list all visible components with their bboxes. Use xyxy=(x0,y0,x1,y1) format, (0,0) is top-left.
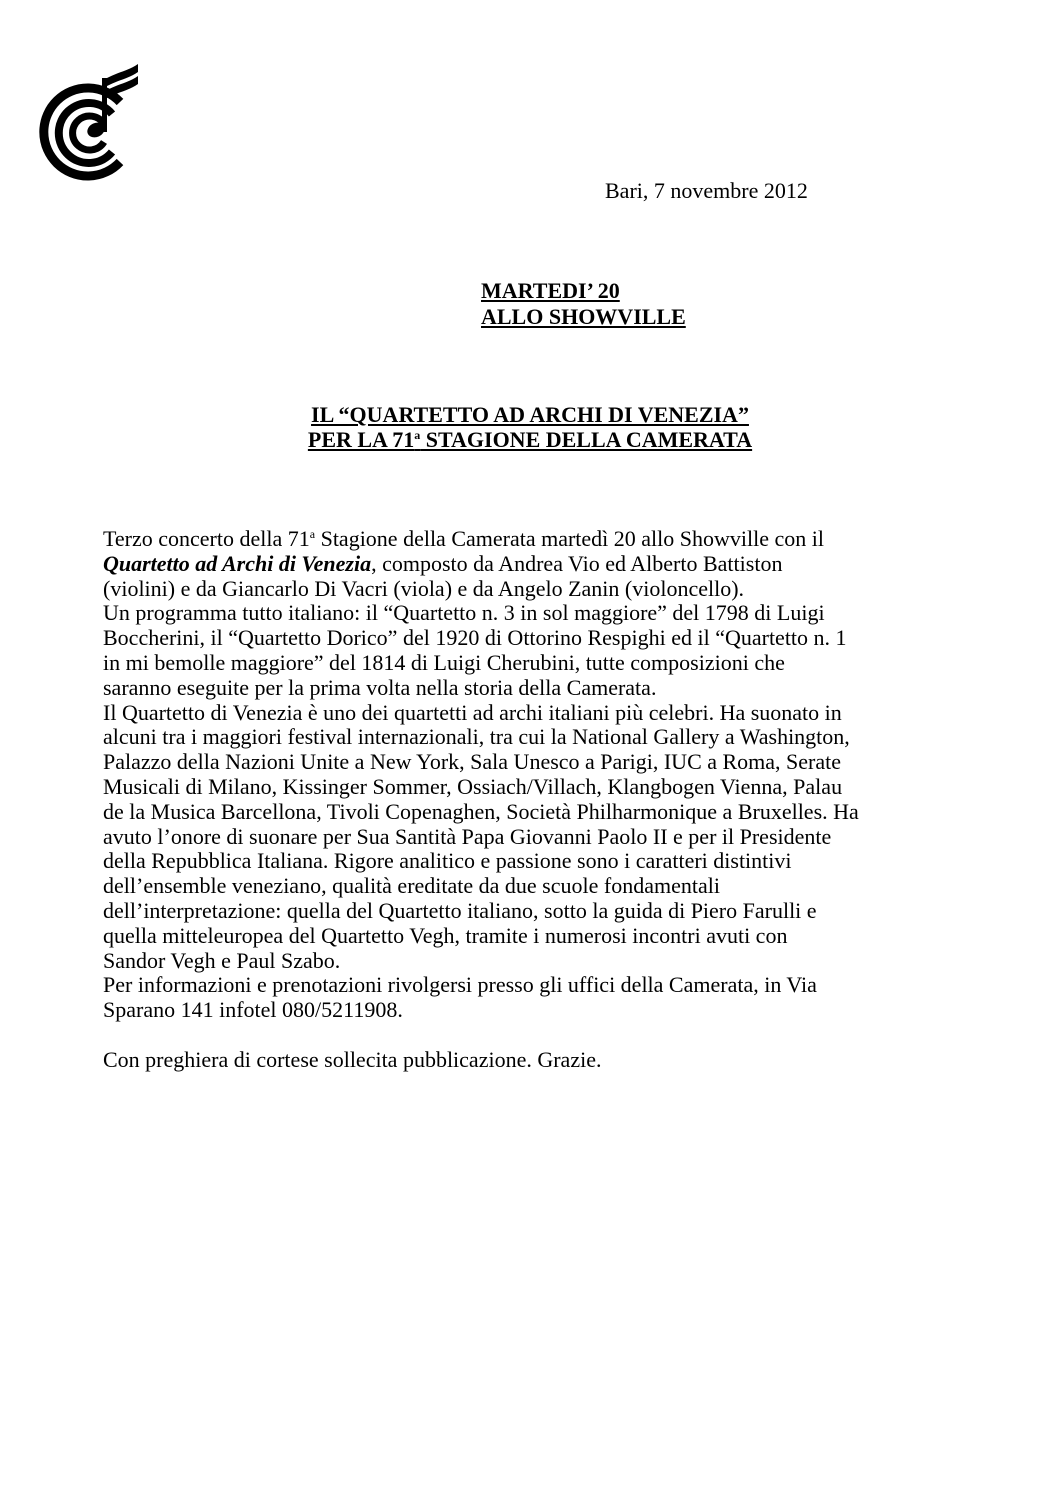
body-line: dell’ensemble veneziano, qualità ereditate da due scuole fondamentali xyxy=(103,873,720,899)
body-line: Sparano 141 infotel 080/5211908. xyxy=(103,997,403,1023)
event-venue: ALLO SHOWVILLE xyxy=(481,304,686,329)
body-line: saranno eseguite per la prima volta nella storia della Camerata. xyxy=(103,674,657,700)
paragraph-gap xyxy=(103,1023,983,1048)
body-line: Palazzo della Nazioni Unite a New York, Sala Unesco a Parigi, IUC a Roma, Serate xyxy=(103,749,842,775)
body-line: alcuni tra i maggiori festival internazionali, tra cui la National Gallery a Washington, xyxy=(103,724,850,750)
body-text-segment: Stagione della Camerata martedì 20 allo Showville con il xyxy=(315,526,824,551)
letter-date: Bari, 7 novembre 2012 xyxy=(605,178,808,203)
body-text-segment: Terzo concerto della 71 xyxy=(103,526,310,551)
body-line: Musicali di Milano, Kissinger Sommer, Ossiach/Villach, Klangbogen Vienna, Palau xyxy=(103,773,843,799)
headline-ordinal-sup: a xyxy=(414,428,421,442)
body-line: in mi bemolle maggiore” del 1814 di Luigi Cherubini, tutte composizioni che xyxy=(103,649,785,675)
headline-line-2 xyxy=(230,427,830,452)
event-info xyxy=(481,278,686,330)
body-text-segment: , composto da Andrea Vio ed Alberto Battiston xyxy=(371,550,783,576)
headline-line-2-start: PER LA 71 xyxy=(307,427,415,452)
body-line: de la Musica Barcellona, Tivoli Copenaghen, Società Philharmonique a Bruxelles. Ha xyxy=(103,798,859,824)
ordinal-sup: a xyxy=(309,527,316,541)
headline xyxy=(230,402,830,452)
event-day: MARTEDI’ 20 xyxy=(481,278,620,303)
press-release-body xyxy=(103,527,983,1073)
body-line xyxy=(103,552,983,577)
camerata-logo xyxy=(34,64,140,186)
body-line xyxy=(103,527,983,552)
body-line: avuto l’onore di suonare per Sua Santità Papa Giovanni Paolo II e per il Presidente xyxy=(103,823,832,849)
headline-line-1: IL “QUARTETTO AD ARCHI DI VENEZIA” xyxy=(311,402,749,427)
headline-line-2-end: STAGIONE DELLA CAMERATA xyxy=(420,427,753,452)
body-line: Un programma tutto italiano: il “Quartetto n. 3 in sol maggiore” del 1798 di Luigi xyxy=(103,600,825,626)
body-line: Per informazioni e prenotazioni rivolgersi presso gli uffici della Camerata, in Via xyxy=(103,972,817,998)
body-line: (violini) e da Giancarlo Di Vacri (viola) e da Angelo Zanin (violoncello). xyxy=(103,575,745,601)
body-line: Il Quartetto di Venezia è uno dei quartetti ad archi italiani più celebri. Ha suonato in xyxy=(103,699,842,725)
closing-line: Con preghiera di cortese sollecita pubblicazione. Grazie. xyxy=(103,1046,602,1072)
body-line: quella mitteleuropea del Quartetto Vegh, tramite i numerosi incontri avuti con xyxy=(103,922,788,948)
body-line: Sandor Vegh e Paul Szabo. xyxy=(103,947,341,973)
body-line: Boccherini, il “Quartetto Dorico” del 1920 di Ottorino Respighi ed il “Quartetto n. 1 xyxy=(103,625,847,651)
ensemble-name: Quartetto ad Archi di Venezia xyxy=(103,550,372,576)
body-line: dell’interpretazione: quella del Quartetto italiano, sotto la guida di Piero Farulli e xyxy=(103,897,817,923)
body-line: della Repubblica Italiana. Rigore analitico e passione sono i caratteri distintivi xyxy=(103,848,792,874)
